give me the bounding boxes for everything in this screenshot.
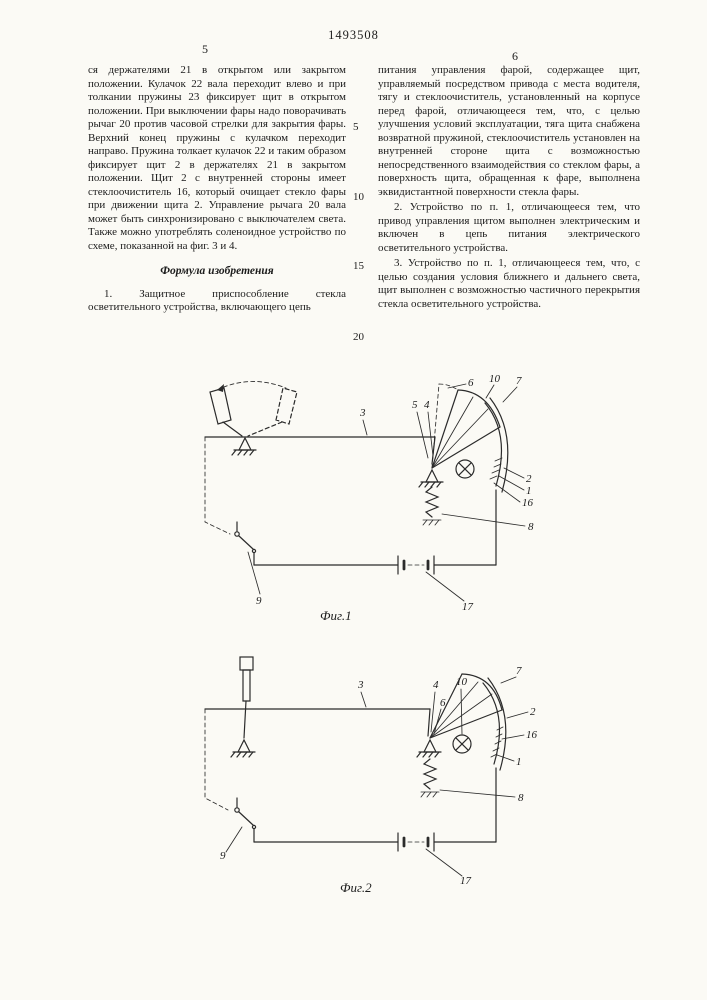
- leader-line: [507, 712, 528, 718]
- figure-1: [90, 372, 630, 630]
- leader-line: [226, 827, 242, 852]
- ref-label: 3: [360, 407, 366, 419]
- leader-line: [426, 849, 462, 876]
- ref-label: 17: [462, 601, 473, 613]
- ref-label: 8: [518, 792, 524, 804]
- pivot-ground-icon: [231, 740, 255, 757]
- leader-line: [417, 412, 428, 458]
- battery-icon: [398, 556, 434, 574]
- figure-caption: Фиг.2: [340, 880, 372, 895]
- leader-line: [501, 677, 516, 683]
- lamp-bulb-icon: [453, 735, 471, 753]
- ref-label: 1: [516, 756, 522, 768]
- body-paragraph: ся держателями 21 в открытом или закрытом положении. Кулачок 22 вала переходит влево и при толкании пружины 23 фиксирует щит в открытом положении. При выключении фары надо поворачивать рычаг 20 против часовой стрелки для закрытия фары. Верхний конец пружины с кулачком переходит направо. Пружина толкает кулачок 22 и таким образом фиксирует щит 2 в держателях 21 в закрытом положении. Щит 2 с внутренней стороны имеет стеклоочиститель 16, который очищает стекло фары при движении щита 2. Управление рычага 20 вала может быть синхронизировано с выключателем света. Также можно употреблять соленоидное устройство по схеме, показанной на фиг. 3 и 4.: [88, 64, 346, 252]
- leader-line: [440, 790, 515, 797]
- section-heading: Формула изобретения: [160, 265, 274, 277]
- body-paragraph: 1. Защитное приспособление стекла осветительного устройства, включающего цепь: [88, 287, 346, 313]
- body-paragraph: 3. Устройство по п. 1, отличающееся тем, что, с целью создания условия ближнего и дальнего света, щит выполнен с возможностью частичного перекрытия стекла осветительного устройства.: [378, 257, 640, 310]
- shield-pivot-ground-icon: [417, 740, 441, 757]
- ref-label: 17: [460, 875, 471, 887]
- margin-line-number: 15: [353, 260, 364, 272]
- leader-line: [426, 572, 464, 601]
- column-number-right: 6: [512, 49, 518, 63]
- figure-2: [90, 652, 630, 904]
- leader-line: [434, 709, 441, 734]
- ref-label: 6: [468, 377, 474, 389]
- ref-label: 2: [530, 706, 536, 718]
- body-paragraph: питания управления фарой, содержащее щит, управляемый посредством привода с места водителя, тягу и стеклоочиститель, установленный на корпусе перед фарой, отличающееся тем, что, с целью улучшения условий эксплуатации, тяга щита снабжена возвратной пружиной, стеклоочиститель установлен на внутренней стороне щита с возможностью непосредственного взаимодействия со стеклом фары, а поверхность щита, обращенная к фаре, выполнена эквидистантной поверхности стекла фары.: [378, 64, 640, 198]
- lamp-bulb-icon: [456, 460, 474, 478]
- ref-label: 9: [256, 595, 262, 607]
- control-lever: [210, 381, 297, 436]
- shield-open: [432, 384, 500, 468]
- ref-label: 4: [433, 679, 439, 691]
- leader-line: [497, 755, 514, 761]
- ref-label: 7: [516, 375, 522, 387]
- left-column: [88, 64, 346, 315]
- patent-number: 1493508: [328, 28, 379, 42]
- body-paragraph: 2. Устройство по п. 1, отличающееся тем, что привод управления щитом выполнен электрическим и включен в цепь питания электрического осветительного устройства.: [378, 201, 640, 254]
- ref-label: 7: [516, 665, 522, 677]
- ref-label: 5: [412, 399, 418, 411]
- ref-label: 16: [522, 497, 533, 509]
- right-column: [378, 64, 640, 311]
- shield-pivot-ground-icon: [419, 470, 443, 487]
- leader-line: [448, 384, 466, 388]
- ref-label: 1: [526, 485, 532, 497]
- ref-label: 8: [528, 521, 534, 533]
- leader-line: [486, 385, 494, 398]
- ref-label: 2: [526, 473, 532, 485]
- ref-label: 10: [456, 676, 467, 688]
- tie-rod: [205, 709, 430, 736]
- leader-line: [363, 420, 367, 435]
- ref-label: 3: [358, 679, 364, 691]
- leader-line: [431, 692, 435, 732]
- return-spring: [423, 487, 441, 525]
- battery-icon: [398, 833, 434, 851]
- margin-line-number: 5: [353, 121, 359, 133]
- return-spring: [421, 759, 439, 797]
- ref-label: 9: [220, 850, 226, 862]
- figure-caption: Фиг.1: [320, 608, 352, 623]
- pivot-ground-icon: [232, 438, 256, 455]
- leader-line: [428, 412, 433, 456]
- control-lever: [240, 657, 253, 738]
- leader-line: [442, 514, 525, 526]
- leader-line: [503, 387, 517, 402]
- leader-line: [504, 468, 524, 478]
- column-number-left: 5: [202, 42, 208, 56]
- ref-label: 4: [424, 399, 430, 411]
- margin-line-number: 20: [353, 331, 364, 343]
- headlamp-lens: [485, 398, 508, 492]
- ref-label: 10: [489, 373, 500, 385]
- ref-label: 6: [440, 697, 446, 709]
- leader-line: [461, 689, 462, 734]
- leader-line: [361, 692, 366, 707]
- ref-label: 16: [526, 729, 537, 741]
- margin-line-number: 10: [353, 191, 364, 203]
